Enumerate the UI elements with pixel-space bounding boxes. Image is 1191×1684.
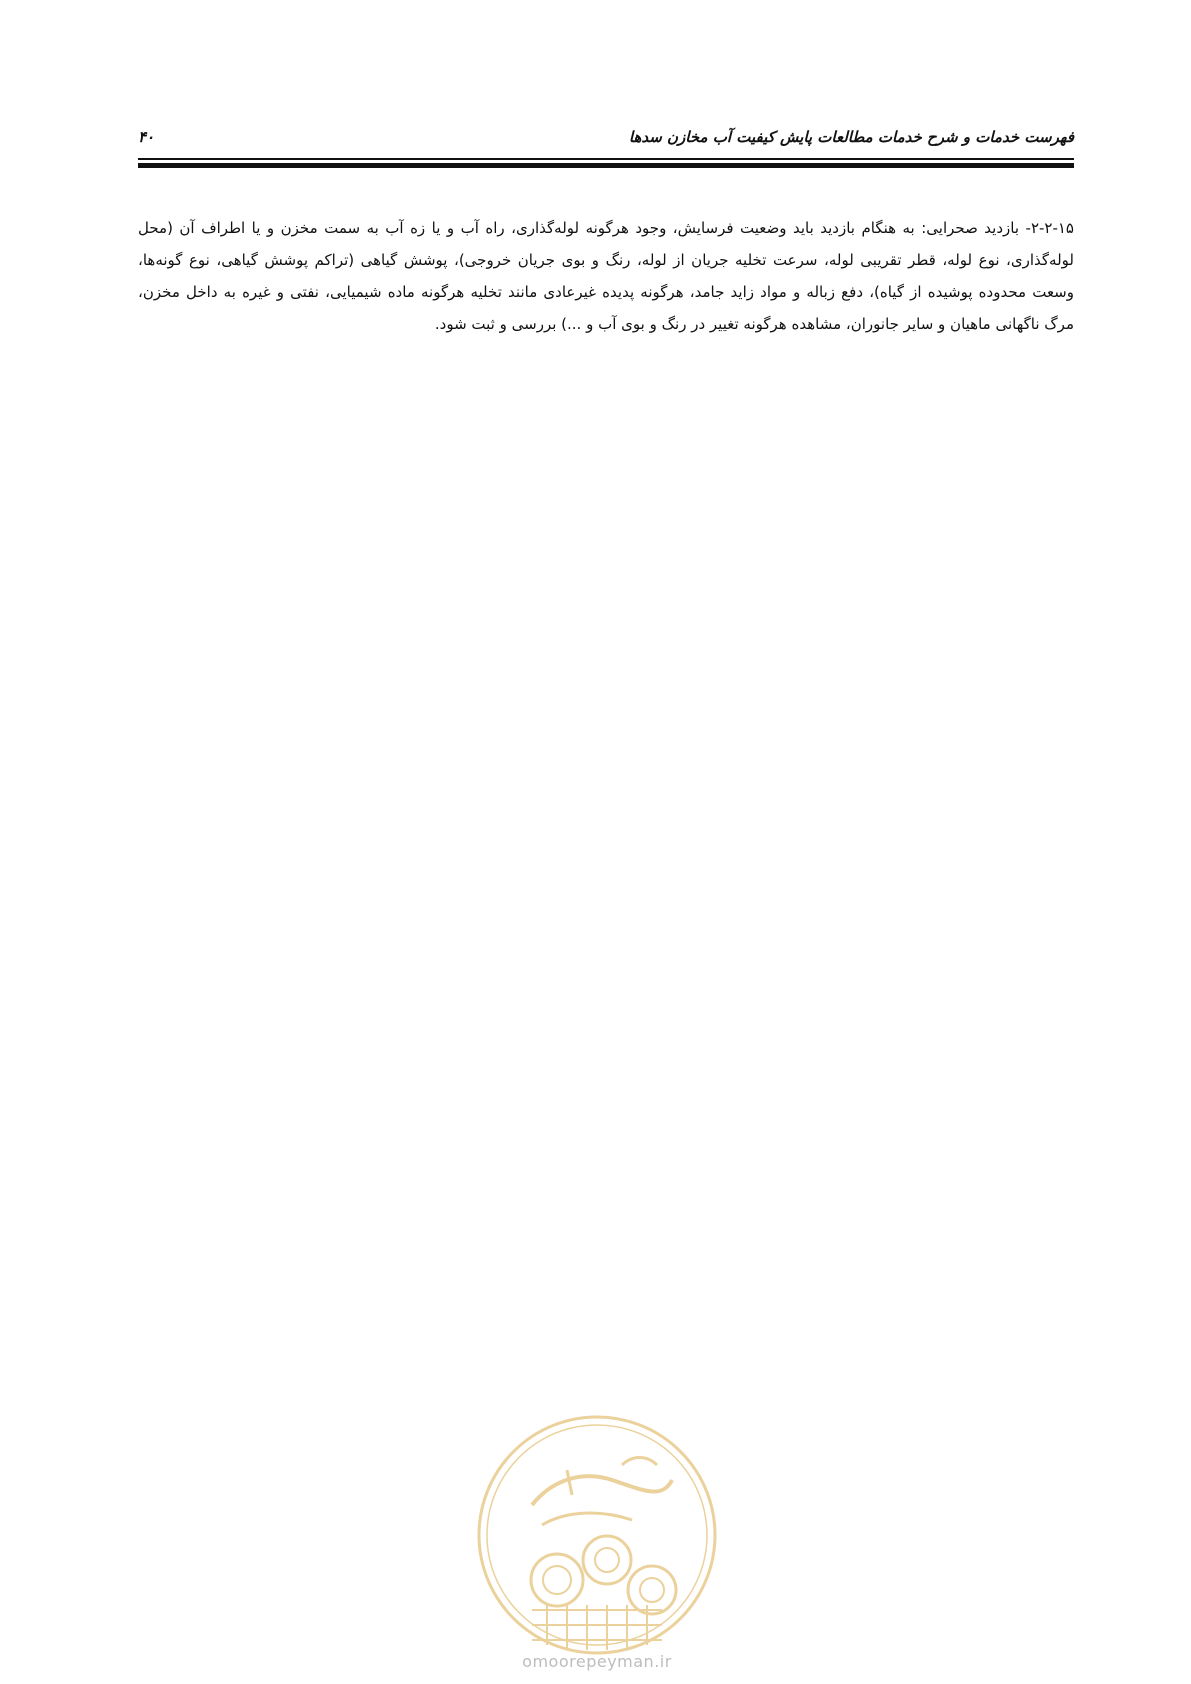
page-number: ۴۰: [138, 128, 155, 146]
body-paragraph: ۲-۲-۱۵- بازدید صحرایی: به هنگام بازدید باید وضعیت فرسایش، وجود هرگونه لوله‌گذاری، راه آب و یا زه آب به سمت مخزن و یا اطراف آن (محل لوله‌گذاری، نوع لوله، قطر تقریبی لوله، سرعت تخلیه جریان از لوله، رنگ و بوی جریان خروجی)، پوشش گیاهی (تراکم پوشش گیاهی، نوع گونه‌ها، وسعت محدوده پوشیده از گیاه)، دفع زباله و مواد زاید جامد، هرگونه پدیده غیرعادی مانند تخلیه هرگونه ماده شیمیایی، نفتی و غیره به داخل مخزن، مرگ ناگهانی ماهیان و سایر جانوران، مشاهده هرگونه تغییر در رنگ و بوی آب و ...) بررسی و ثبت شود.: [138, 219, 1074, 333]
running-title: فهرست خدمات و شرح خدمات مطالعات پایش کیفیت آب مخازن سدها: [628, 128, 1074, 146]
header-rule-thin: [138, 158, 1074, 160]
page-header: [138, 118, 1074, 156]
watermark-seal-logo: [472, 1410, 722, 1660]
watermark-url: omoorepeyman.ir: [522, 1652, 672, 1671]
header-rule-thick: [138, 163, 1074, 168]
